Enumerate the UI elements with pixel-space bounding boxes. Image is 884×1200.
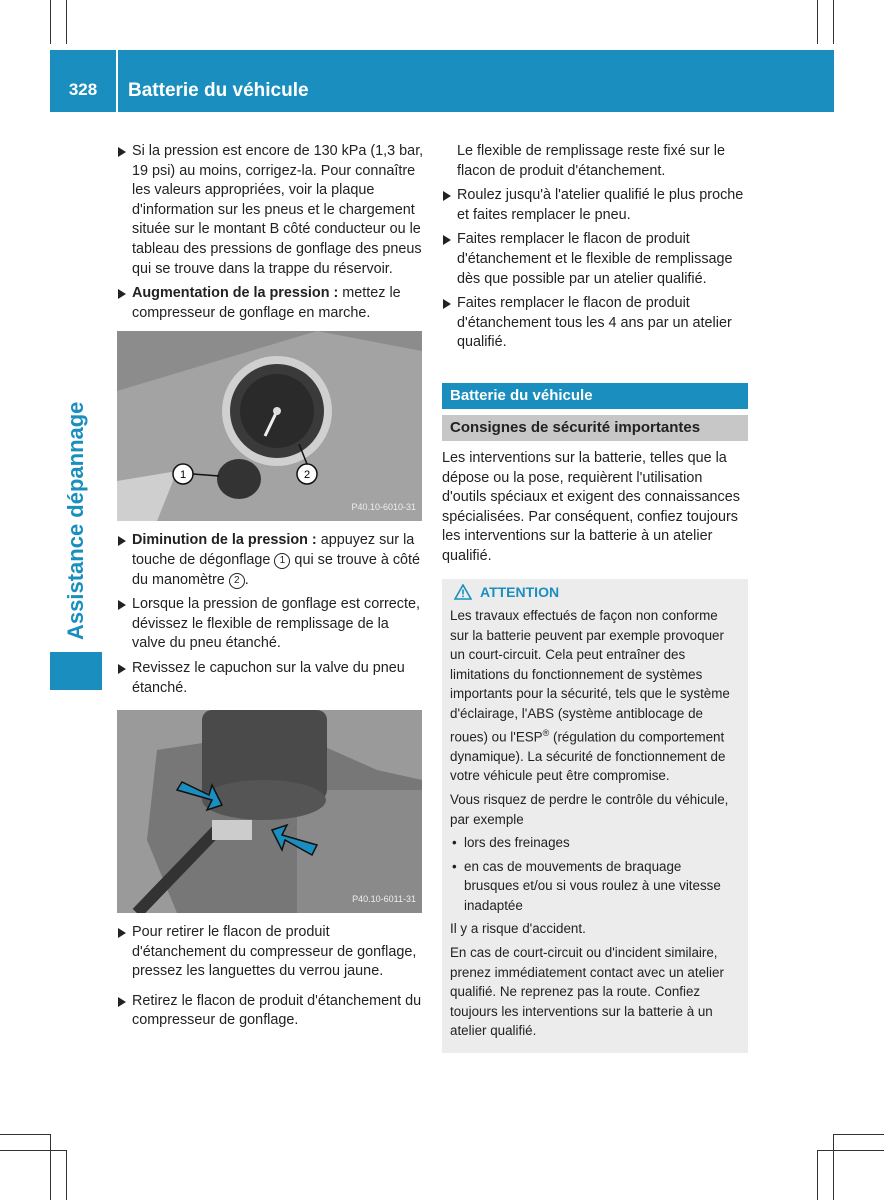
instruction-step: [117, 284, 425, 323]
compressor-gauge-figure: [117, 331, 422, 521]
step-text: Revissez le capuchon sur la valve du pneu étanché.: [132, 659, 405, 696]
step-text: Faites remplacer le flacon de produit d'étanchement tous les 4 ans par un atelier qualifié.: [457, 295, 732, 351]
side-tab-label: Assistance dépannage: [63, 401, 88, 640]
step-text: Pour retirer le flacon de produit d'étanchement du compresseur de gonflage, pressez les languettes du verrou jaune.: [132, 924, 417, 980]
warning-triangle-icon: [454, 584, 472, 600]
warning-text: Les travaux effectués de façon non conforme sur la batterie peuvent par exemple provoquer un court-circuit. Cela peut entraîner des limitations du fonctionnement de systèmes importants pour la sécurité, tels que le système d'éclairage, l'ABS (système antiblocage de roues) ou l'ESP: [450, 608, 730, 745]
step-text: Si la pression est encore de 130 kPa (1,3 bar, 19 psi) au moins, corrigez-la. Pour connaître les valeurs appropriées, voir la plaque d'information sur les pneus et le chargement située sur le montant B côté conducteur ou le tableau des pressions de gonflage des pneus qui se trouve dans la trappe du réservoir.: [132, 143, 424, 277]
crop-mark: [817, 1150, 884, 1151]
side-tab-marker: [50, 652, 102, 690]
warning-text: (régulation du comportement dynamique). La sécurité de fonctionnement de votre véhicule peut être compromise.: [450, 729, 726, 784]
warning-list-item: • lors des freinages: [450, 833, 740, 853]
step-text: appuyez sur la touche de dégonflage: [132, 532, 415, 568]
step-label: Diminution de la pression :: [132, 532, 317, 549]
instruction-step: [442, 294, 748, 353]
warning-paragraph: En cas de court-circuit ou d'incident similaire, prenez immédiatement contact avec un atelier qualifié. Ne reprenez pas la route. Confiez toujours les interventions sur la batterie à un atelier qualifié.: [450, 945, 724, 1039]
section-paragraph: Les interventions sur la batterie, telles que la dépose ou la pose, requièrent l'utilisation d'outils spéciaux et exigent des connaissances spécialisées. Par conséquent, confiez toujours les interventions sur la batterie à un atelier qualifié.: [442, 449, 740, 564]
warning-title: [450, 583, 740, 603]
step-text: Retirez le flacon de produit d'étanchement du compresseur de gonflage.: [132, 992, 422, 1029]
page-header: [50, 50, 834, 112]
crop-mark: [66, 0, 67, 44]
callout-1: 1: [179, 469, 187, 482]
section-heading: Batterie du véhicule: [442, 383, 748, 409]
instruction-step: [117, 992, 425, 1031]
crop-mark: [66, 1150, 67, 1200]
subsection-heading: Consignes de sécurité importantes: [442, 415, 748, 441]
chapter-title: Batterie du véhicule: [128, 80, 309, 101]
instruction-step: [117, 595, 425, 654]
step-text: qui se trouve à côté du manomètre: [132, 551, 421, 588]
crop-mark: [833, 1134, 834, 1200]
instruction-step: [117, 142, 425, 279]
page-number: 328: [68, 80, 98, 99]
callout-ref-1: 1: [274, 553, 290, 569]
continuation-text: Le flexible de remplissage reste fixé sur le flacon de produit d'étanchement.: [457, 143, 725, 179]
crop-mark: [817, 1150, 818, 1200]
crop-mark: [0, 1150, 66, 1151]
instruction-step: [117, 531, 425, 590]
figure-code: P40.10-6010-31: [351, 501, 416, 512]
sealant-bottle-figure: [117, 710, 422, 913]
crop-mark: [817, 0, 818, 44]
compressor-illustration: [117, 331, 422, 521]
left-column: [117, 142, 425, 1036]
figure-code: P40.10-6011-31: [352, 893, 416, 904]
callout-ref-2: 2: [229, 573, 245, 589]
warning-list-item: • en cas de mouvements de braquage brusques et/ou si vous roulez à une vitesse inadaptée: [450, 857, 740, 916]
side-tab: [50, 200, 102, 640]
step-label: Augmentation de la pression :: [132, 285, 339, 302]
right-column: [442, 142, 748, 1053]
step-text: .: [244, 571, 249, 588]
crop-mark: [833, 1134, 884, 1135]
crop-mark: [50, 0, 51, 44]
warning-title-text: ATTENTION: [480, 583, 560, 600]
crop-mark: [0, 1134, 50, 1135]
crop-mark: [50, 1134, 51, 1200]
callout-2: 2: [303, 469, 311, 482]
instruction-step: [117, 659, 425, 698]
warning-paragraph: Il y a risque d'accident.: [450, 921, 586, 937]
registered-mark: ®: [542, 727, 550, 738]
instruction-step: [442, 186, 748, 225]
step-text: mettez le compresseur de gonflage en marche.: [132, 285, 401, 321]
step-text: Roulez jusqu'à l'atelier qualifié le plus proche et faites remplacer le pneu.: [457, 187, 744, 223]
sealant-illustration: [117, 710, 422, 913]
warning-paragraph: [450, 606, 740, 786]
instruction-step: [117, 923, 425, 982]
instruction-step: [442, 230, 748, 289]
header-divider: [116, 50, 118, 112]
step-text: Lorsque la pression de gonflage est correcte, dévissez le flexible de remplissage de la valve du pneu étanché.: [132, 596, 420, 652]
warning-box: [442, 579, 748, 1054]
crop-mark: [833, 0, 834, 44]
warning-paragraph: Vous risquez de perdre le contrôle du véhicule, par exemple: [450, 791, 729, 827]
step-text: Faites remplacer le flacon de produit d'étanchement et le flexible de remplissage dès que possible par un atelier qualifié.: [457, 231, 733, 287]
